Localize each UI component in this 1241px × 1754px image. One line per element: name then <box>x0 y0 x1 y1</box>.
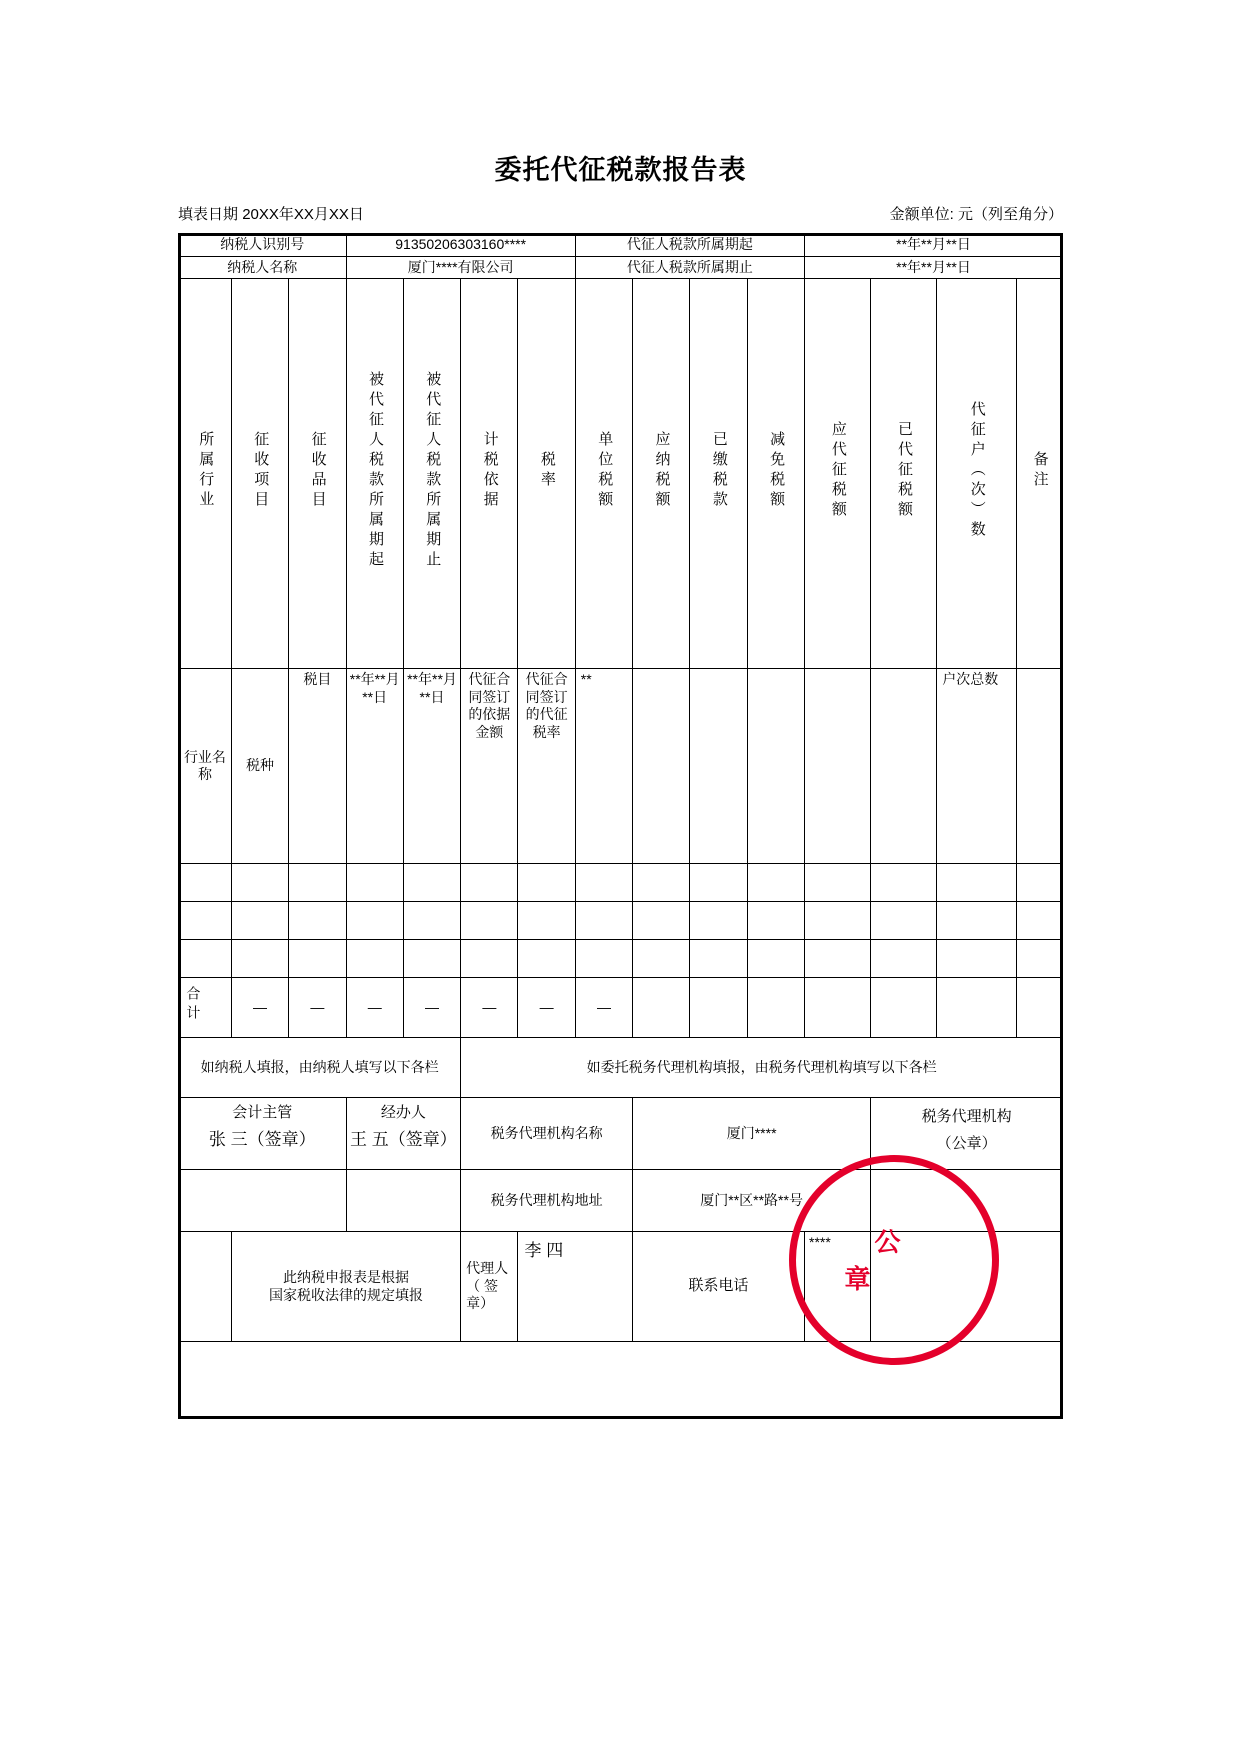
col-header-period-end <box>403 279 460 669</box>
col-header-paid <box>690 279 747 669</box>
col-header-payable-text: 应纳税额 <box>653 431 671 512</box>
cell-blank[interactable] <box>403 864 460 902</box>
agency-seal-label: 税务代理机构 <box>921 1108 1012 1125</box>
cell-blank[interactable] <box>346 902 403 940</box>
col-header-remark <box>1016 279 1062 669</box>
col-header-category <box>289 279 346 669</box>
cell-blank[interactable] <box>1016 864 1062 902</box>
col-header-period-start-text: 被代征人税款所属期起 <box>366 371 384 572</box>
total-cell[interactable] <box>805 978 871 1038</box>
total-cell[interactable] <box>871 978 937 1038</box>
agency-name-label: 税务代理机构名称 <box>461 1098 633 1170</box>
cell-blank[interactable] <box>1016 940 1062 978</box>
seal-char-2: 章 <box>844 1264 931 1294</box>
handler-cell <box>346 1098 461 1170</box>
column-header-row <box>179 279 1063 669</box>
cell-blank[interactable] <box>289 940 346 978</box>
cell-tax-basis[interactable]: 代征合同签订的依据金额 <box>461 669 518 864</box>
cell-blank[interactable] <box>179 902 232 940</box>
fill-date-label: 填表日期 <box>178 206 239 223</box>
accounting-head-cell <box>179 1098 347 1170</box>
period-start-label: 代征人税款所属期起 <box>575 234 804 257</box>
page-title: 委托代征税款报告表 <box>494 155 747 185</box>
cell-household[interactable]: 户次总数 <box>937 669 1016 864</box>
agent-label: 代理人（ 签章） <box>461 1232 518 1342</box>
total-row <box>179 978 1063 1038</box>
cell-blank[interactable] <box>289 864 346 902</box>
agency-address-label: 税务代理机构地址 <box>461 1170 633 1232</box>
total-dash: — <box>575 978 632 1038</box>
cell-blank[interactable] <box>346 864 403 902</box>
col-header-tax-rate-text: 税率 <box>538 451 556 492</box>
cell-period-start[interactable]: **年**月**日 <box>346 669 403 864</box>
cell-collectible[interactable] <box>805 669 871 864</box>
col-header-period-end-text: 被代征人税款所属期止 <box>424 371 442 572</box>
col-header-item-text: 征收项目 <box>252 431 270 512</box>
cell-category[interactable]: 税目 <box>289 669 346 864</box>
total-cell[interactable] <box>1016 978 1062 1038</box>
total-dash: — <box>518 978 575 1038</box>
col-header-paid-text: 已缴税款 <box>710 431 728 512</box>
col-header-category-text: 征收品目 <box>309 431 327 512</box>
handler-value[interactable]: 王 五（签章） <box>349 1129 457 1149</box>
blank-cell-right <box>871 1232 1063 1342</box>
cell-blank[interactable] <box>289 902 346 940</box>
cell-blank[interactable] <box>871 902 937 940</box>
fill-date <box>178 203 364 224</box>
taxpayer-id-label: 纳税人识别号 <box>179 234 347 257</box>
cell-blank[interactable] <box>871 940 937 978</box>
total-cell[interactable] <box>747 978 804 1038</box>
cell-blank[interactable] <box>871 864 937 902</box>
col-header-collectible <box>805 279 871 669</box>
signature-row <box>179 1098 1063 1170</box>
cell-blank[interactable] <box>518 902 575 940</box>
cell-blank[interactable] <box>633 864 690 902</box>
col-header-remark-text: 备注 <box>1031 451 1049 492</box>
cell-blank[interactable] <box>231 864 288 902</box>
amount-unit: 金额单位: 元（列至角分） <box>889 206 1063 223</box>
total-cell[interactable] <box>690 978 747 1038</box>
cell-blank[interactable] <box>575 940 632 978</box>
cell-period-end[interactable]: **年**月**日 <box>403 669 460 864</box>
cell-blank[interactable] <box>461 864 518 902</box>
declaration-note-line2: 国家税收法律的规定填报 <box>269 1286 424 1303</box>
col-header-item <box>231 279 288 669</box>
blank-cell[interactable] <box>179 1170 347 1232</box>
cell-tax-rate[interactable]: 代征合同签订的代征税率 <box>518 669 575 864</box>
declaration-row <box>179 1232 1063 1342</box>
cell-blank[interactable] <box>518 940 575 978</box>
col-header-reduction <box>747 279 804 669</box>
period-start-value[interactable]: **年**月**日 <box>805 234 1063 257</box>
cell-blank[interactable] <box>461 902 518 940</box>
col-header-tax-rate <box>518 279 575 669</box>
cell-reduction[interactable] <box>747 669 804 864</box>
col-header-period-start <box>346 279 403 669</box>
taxpayer-id-row <box>179 234 1063 257</box>
cell-blank[interactable] <box>690 940 747 978</box>
col-header-unit-tax-text: 单位税额 <box>596 431 614 512</box>
cell-blank[interactable] <box>461 940 518 978</box>
cell-blank[interactable] <box>937 902 1016 940</box>
cell-blank[interactable] <box>179 864 232 902</box>
table-row <box>179 864 1063 902</box>
cell-blank[interactable] <box>937 940 1016 978</box>
cell-blank[interactable] <box>403 940 460 978</box>
cell-blank[interactable] <box>346 940 403 978</box>
blank-cell[interactable] <box>346 1170 461 1232</box>
phone-value[interactable]: **** <box>805 1232 871 1342</box>
total-cell[interactable] <box>937 978 1016 1038</box>
col-header-collected <box>871 279 937 669</box>
total-dash: — <box>346 978 403 1038</box>
cell-blank[interactable] <box>403 902 460 940</box>
total-label <box>179 978 232 1038</box>
cell-blank[interactable] <box>179 940 232 978</box>
taxpayer-fill-note: 如纳税人填报，由纳税人填写以下各栏 <box>179 1038 461 1098</box>
cell-blank[interactable] <box>633 940 690 978</box>
blank-cell-left <box>179 1232 232 1342</box>
total-cell[interactable] <box>633 978 690 1038</box>
phone-label <box>633 1232 805 1342</box>
cell-blank[interactable] <box>747 864 804 902</box>
handler-label: 经办人 <box>380 1104 426 1121</box>
col-header-industry <box>179 279 232 669</box>
table-row <box>179 669 1063 864</box>
agent-value[interactable]: 李 四 <box>518 1232 633 1342</box>
total-dash: — <box>289 978 346 1038</box>
col-header-unit-tax <box>575 279 632 669</box>
table-row <box>179 902 1063 940</box>
cell-blank[interactable] <box>805 940 871 978</box>
agency-seal-sub: （公章） <box>936 1134 997 1152</box>
col-header-industry-text: 所属行业 <box>197 431 215 512</box>
taxpayer-id-value[interactable]: 91350206303160**** <box>346 234 575 257</box>
seal-area-blank <box>871 1170 1063 1232</box>
period-end-value[interactable]: **年**月**日 <box>805 256 1063 279</box>
col-header-tax-basis-text: 计税依据 <box>481 431 499 512</box>
phone-label-text: 联系电话 <box>688 1277 749 1295</box>
cell-blank[interactable] <box>690 902 747 940</box>
agency-name-value[interactable]: 厦门**** <box>633 1098 871 1170</box>
taxpayer-name-value[interactable]: 厦门****有限公司 <box>346 256 575 279</box>
accounting-head-value[interactable]: 张 三（签章） <box>208 1129 316 1149</box>
report-table <box>178 233 1063 1342</box>
cell-blank[interactable] <box>633 902 690 940</box>
total-dash: — <box>461 978 518 1038</box>
cell-item[interactable]: 税种 <box>231 669 288 864</box>
cell-blank[interactable] <box>937 864 1016 902</box>
cell-blank[interactable] <box>747 902 804 940</box>
meta-row <box>178 203 1063 224</box>
fill-date-value: 20XX年XX月XX日 <box>242 206 364 223</box>
cell-blank[interactable] <box>690 864 747 902</box>
col-header-collected-text: 已代征税额 <box>895 421 913 522</box>
col-header-household <box>937 279 1016 669</box>
cell-blank[interactable] <box>805 864 871 902</box>
col-header-collectible-text: 应代征税额 <box>829 421 847 522</box>
cell-payable[interactable] <box>633 669 690 864</box>
table-row <box>179 940 1063 978</box>
cell-blank[interactable] <box>805 902 871 940</box>
col-header-payable <box>633 279 690 669</box>
total-dash: — <box>231 978 288 1038</box>
taxpayer-name-row <box>179 256 1063 279</box>
declaration-note-line1: 此纳税申报表是根据 <box>283 1269 410 1285</box>
col-header-household-text: 代征户（次）数 <box>968 401 986 542</box>
cell-blank[interactable] <box>231 940 288 978</box>
seal-char-1: 公 <box>874 1227 961 1257</box>
cell-blank[interactable] <box>747 940 804 978</box>
agency-fill-note: 如委托税务代理机构填报，由税务代理机构填写以下各栏 <box>461 1038 1063 1098</box>
agency-address-value[interactable]: 厦门**区**路**号 <box>633 1170 871 1232</box>
cell-blank[interactable] <box>575 902 632 940</box>
cell-industry[interactable]: 行业名称 <box>179 669 232 864</box>
cell-blank[interactable] <box>575 864 632 902</box>
total-label-text: 合计 <box>185 986 202 1025</box>
cell-paid[interactable] <box>690 669 747 864</box>
address-row <box>179 1170 1063 1232</box>
cell-blank[interactable] <box>231 902 288 940</box>
agency-seal-cell <box>871 1098 1063 1170</box>
cell-blank[interactable] <box>518 864 575 902</box>
col-header-tax-basis <box>461 279 518 669</box>
col-header-reduction-text: 减免税额 <box>768 431 786 512</box>
total-dash: — <box>403 978 460 1038</box>
declaration-note <box>231 1232 460 1342</box>
footer-notes-row <box>179 1038 1063 1098</box>
cell-unit-tax[interactable]: ** <box>575 669 632 864</box>
accounting-head-label: 会计主管 <box>232 1104 293 1121</box>
taxpayer-name-label: 纳税人名称 <box>179 256 347 279</box>
period-end-label: 代征人税款所属期止 <box>575 256 804 279</box>
cell-blank[interactable] <box>1016 902 1062 940</box>
cell-collected[interactable] <box>871 669 937 864</box>
cell-remark[interactable] <box>1016 669 1062 864</box>
